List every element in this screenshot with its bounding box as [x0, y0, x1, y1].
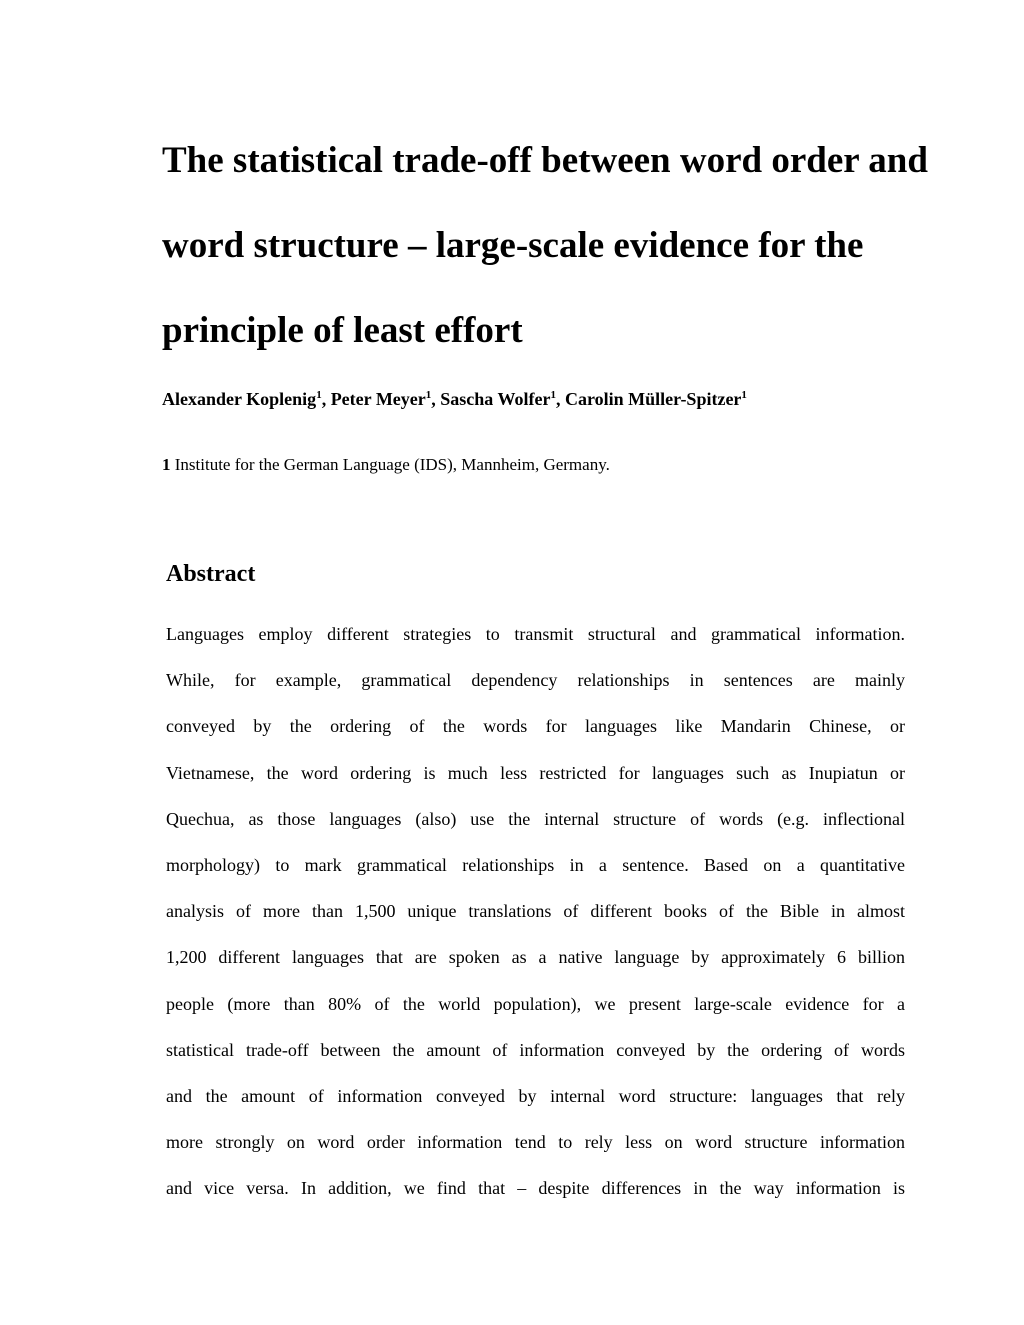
abstract-line: analysis of more than 1,500 unique translations of different books of the Bible in almost [166, 901, 905, 922]
abstract-line: and vice versa. In addition, we find that – despite differences in the way information is [166, 1178, 905, 1199]
title-line: principle of least effort [162, 310, 523, 351]
abstract-line: Quechua, as those languages (also) use the internal structure of words (e.g. inflectional [166, 808, 905, 829]
abstract-line: Languages employ different strategies to transmit structural and grammatical information. [166, 624, 905, 644]
abstract-body [166, 619, 905, 1219]
abstract-line: people (more than 80% of the world population), we present large-scale evidence for a [166, 993, 905, 1014]
abstract-heading: Abstract [166, 561, 256, 587]
author-list [162, 389, 747, 410]
abstract-line: Vietnamese, the word ordering is much less restricted for languages such as Inupiatun or [166, 762, 905, 783]
author-affiliation-marker: 1 [425, 389, 432, 401]
author-name: Peter Meyer [330, 389, 426, 409]
abstract-line: While, for example, grammatical dependency relationships in sentences are mainly [166, 670, 905, 691]
affiliation-text: Institute for the German Language (IDS), Mannheim, Germany. [170, 455, 610, 474]
author-affiliation-marker: 1 [550, 389, 556, 401]
author-name: Carolin Müller-Spitzer [564, 389, 742, 409]
abstract-line: more strongly on word order information tend to rely less on word structure information [166, 1132, 905, 1153]
paper-title [162, 118, 962, 373]
title-line: word structure – large-scale evidence for the [162, 225, 864, 266]
abstract-line: statistical trade-off between the amount of information conveyed by the ordering of words [166, 1039, 905, 1060]
author-name: Alexander Koplenig [162, 389, 317, 409]
abstract-line: and the amount of information conveyed by internal word structure: languages that rely [166, 1085, 905, 1106]
affiliation-number: 1 [162, 455, 171, 474]
author-separator: , [555, 389, 565, 409]
author-separator: , [321, 389, 331, 409]
author-name: Sascha Wolfer [440, 389, 551, 409]
affiliation [162, 455, 610, 475]
abstract-line: conveyed by the ordering of the words for languages like Mandarin Chinese, or [166, 716, 905, 737]
author-affiliation-marker: 1 [316, 389, 322, 401]
abstract-line: morphology) to mark grammatical relationships in a sentence. Based on a quantitative [166, 854, 905, 875]
title-line: The statistical trade-off between word order and [162, 140, 928, 181]
author-affiliation-marker: 1 [741, 389, 747, 401]
abstract-line: 1,200 different languages that are spoken as a native language by approximately 6 billion [166, 947, 905, 968]
author-separator: , [431, 389, 441, 409]
